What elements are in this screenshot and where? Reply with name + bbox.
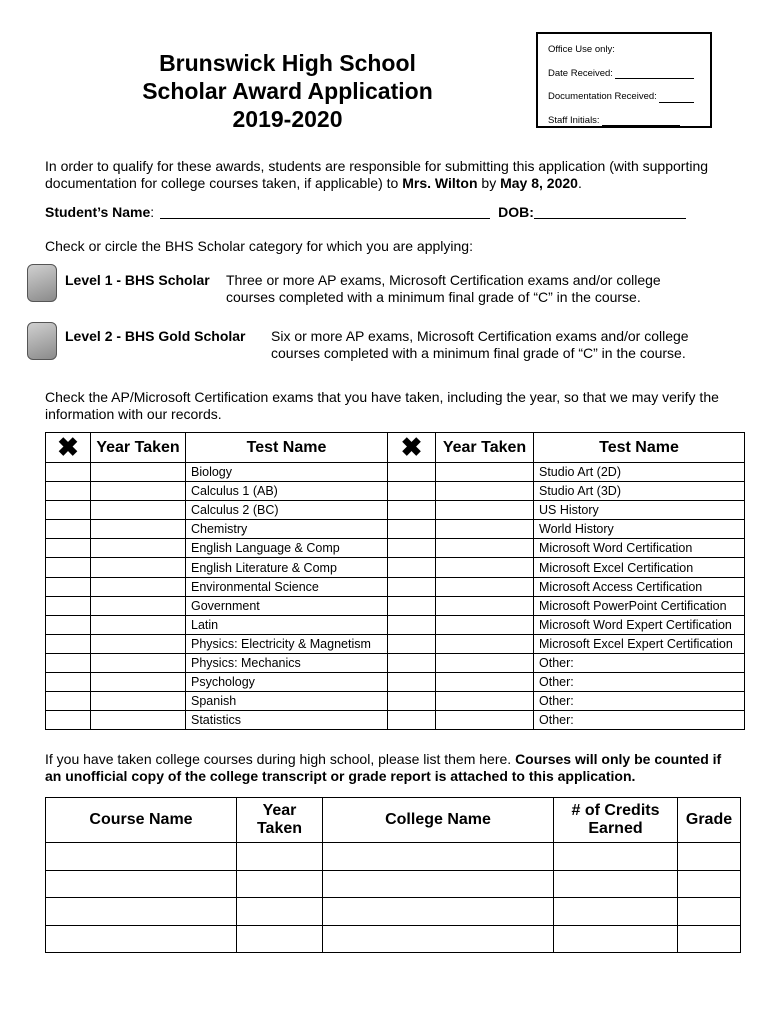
- exam-row: [46, 596, 745, 615]
- student-name-field[interactable]: [160, 204, 490, 219]
- exam-test-name: Environmental Science: [186, 577, 388, 596]
- exam-row: [46, 577, 745, 596]
- intro-paragraph: [45, 158, 735, 192]
- page-title: [110, 49, 465, 133]
- grade-header: Grade: [678, 798, 741, 843]
- exam-check-cell[interactable]: [388, 482, 436, 501]
- exam-check-cell[interactable]: [46, 520, 91, 539]
- dob-field[interactable]: [534, 204, 686, 219]
- level-2-name: Level 2 - BHS Gold Scholar: [65, 328, 246, 344]
- exam-year-cell[interactable]: [436, 673, 534, 692]
- credits-earned-header: [554, 798, 678, 843]
- college-courses-table: [45, 797, 741, 953]
- college-prompt-warning: Courses will only be counted if an unofficial copy of the college transcript or grade report is attached to this application.: [45, 751, 722, 784]
- exam-test-name: World History: [534, 520, 745, 539]
- exam-year-cell[interactable]: [91, 653, 186, 672]
- exam-year-cell[interactable]: [436, 692, 534, 711]
- grade-cell[interactable]: [678, 870, 741, 898]
- grade-cell[interactable]: [678, 925, 741, 953]
- exam-check-cell[interactable]: [46, 482, 91, 501]
- exam-check-cell[interactable]: [388, 615, 436, 634]
- year-taken-header: [237, 798, 323, 843]
- intro-text: In order to qualify for these awards, students are responsible for submitting this application (with supporting documentation for college courses taken, if applicable) to: [45, 158, 709, 191]
- exam-year-cell[interactable]: [91, 673, 186, 692]
- exam-check-cell[interactable]: [46, 711, 91, 730]
- intro-by: by: [477, 175, 501, 191]
- college-prompt-text: If you have taken college courses during high school, please list them here.: [45, 751, 516, 767]
- exam-test-name: Microsoft PowerPoint Certification: [534, 596, 745, 615]
- exam-test-name: Other:: [534, 653, 745, 672]
- exam-check-cell[interactable]: [46, 634, 91, 653]
- exam-check-cell[interactable]: [46, 558, 91, 577]
- exam-test-name: Physics: Electricity & Magnetism: [186, 634, 388, 653]
- level-2-description-line: Six or more AP exams, Microsoft Certification exams and/or college: [271, 328, 689, 344]
- exam-test-name: English Literature & Comp: [186, 558, 388, 577]
- college-name-cell[interactable]: [323, 843, 554, 871]
- exam-test-name: US History: [534, 501, 745, 520]
- exam-test-name: Physics: Mechanics: [186, 653, 388, 672]
- exam-test-name: Microsoft Word Expert Certification: [534, 615, 745, 634]
- credits-cell[interactable]: [554, 925, 678, 953]
- staff-initials-label: Staff Initials:: [548, 114, 600, 126]
- year-taken-header: Year Taken: [91, 433, 186, 463]
- application-name: Scholar Award Application: [142, 78, 433, 104]
- exam-row: [46, 634, 745, 653]
- exam-check-cell[interactable]: [46, 596, 91, 615]
- intro-end: .: [577, 175, 582, 191]
- course-name-cell[interactable]: [46, 870, 237, 898]
- exam-year-cell[interactable]: [436, 653, 534, 672]
- office-use-heading: Office Use only:: [548, 44, 615, 55]
- exam-test-name: Studio Art (2D): [534, 463, 745, 482]
- exam-year-cell[interactable]: [436, 577, 534, 596]
- grade-cell[interactable]: [678, 843, 741, 871]
- test-name-header: Test Name: [534, 433, 745, 463]
- exam-check-cell[interactable]: [46, 577, 91, 596]
- exam-row: [46, 653, 745, 672]
- course-year-cell[interactable]: [237, 843, 323, 871]
- exam-year-cell[interactable]: [91, 539, 186, 558]
- exam-row: [46, 501, 745, 520]
- student-name-colon: :: [150, 204, 155, 220]
- level-1-description-line: courses completed with a minimum final grade of “C” in the course.: [226, 289, 641, 305]
- level-1-description: [226, 272, 661, 306]
- exam-check-cell[interactable]: [388, 596, 436, 615]
- level-2-checkbox[interactable]: [27, 322, 57, 360]
- year-header-line: Taken: [256, 820, 303, 837]
- exam-test-name: Chemistry: [186, 520, 388, 539]
- exam-year-cell[interactable]: [91, 577, 186, 596]
- course-row: [46, 843, 741, 871]
- college-name-cell[interactable]: [323, 925, 554, 953]
- exam-row: [46, 673, 745, 692]
- exam-test-name: Latin: [186, 615, 388, 634]
- exam-year-cell[interactable]: [436, 463, 534, 482]
- exam-test-name: Microsoft Excel Expert Certification: [534, 634, 745, 653]
- exam-check-cell[interactable]: [46, 692, 91, 711]
- exam-test-name: Government: [186, 596, 388, 615]
- course-row: [46, 870, 741, 898]
- college-name-cell[interactable]: [323, 898, 554, 926]
- check-header: [388, 433, 436, 463]
- exam-year-cell[interactable]: [91, 463, 186, 482]
- date-received-label: Date Received:: [548, 67, 613, 79]
- course-year-cell[interactable]: [237, 870, 323, 898]
- level-1-description-line: Three or more AP exams, Microsoft Certification exams and/or college: [226, 272, 661, 288]
- exam-test-name: Studio Art (3D): [534, 482, 745, 501]
- exam-year-cell[interactable]: [436, 711, 534, 730]
- college-prompt: [45, 751, 735, 785]
- level-1-checkbox[interactable]: [27, 264, 57, 302]
- level-1-name: Level 1 - BHS Scholar: [65, 272, 210, 288]
- year-taken-header: Year Taken: [436, 433, 534, 463]
- course-row: [46, 925, 741, 953]
- school-name: Brunswick High School: [159, 50, 416, 76]
- exam-row: [46, 558, 745, 577]
- exam-check-cell[interactable]: [388, 673, 436, 692]
- exam-check-cell[interactable]: [388, 653, 436, 672]
- dob-label: DOB:: [498, 204, 534, 220]
- test-name-header: Test Name: [186, 433, 388, 463]
- credits-header-line: Earned: [588, 820, 643, 837]
- exam-test-name: Calculus 1 (AB): [186, 482, 388, 501]
- exam-year-cell[interactable]: [91, 558, 186, 577]
- exam-test-name: Psychology: [186, 673, 388, 692]
- exam-year-cell[interactable]: [91, 596, 186, 615]
- exam-check-cell[interactable]: [46, 653, 91, 672]
- exam-year-cell[interactable]: [436, 482, 534, 501]
- exam-test-name: Other:: [534, 711, 745, 730]
- exam-year-cell[interactable]: [91, 501, 186, 520]
- exam-row: [46, 615, 745, 634]
- exam-row: [46, 463, 745, 482]
- exam-year-cell[interactable]: [91, 711, 186, 730]
- office-use-box: [536, 32, 712, 128]
- college-name-header: College Name: [323, 798, 554, 843]
- exam-year-cell[interactable]: [91, 482, 186, 501]
- course-year-cell[interactable]: [237, 898, 323, 926]
- x-mark-icon: ✖: [57, 432, 79, 462]
- credits-header-line: # of Credits: [571, 802, 660, 819]
- course-name-cell[interactable]: [46, 898, 237, 926]
- exam-test-name: Other:: [534, 692, 745, 711]
- exam-test-name: Biology: [186, 463, 388, 482]
- exam-row: [46, 539, 745, 558]
- x-mark-icon: ✖: [400, 432, 423, 462]
- exam-year-cell[interactable]: [436, 634, 534, 653]
- date-received-field[interactable]: [615, 78, 694, 79]
- exam-row: [46, 692, 745, 711]
- exam-check-cell[interactable]: [388, 558, 436, 577]
- exam-check-cell[interactable]: [388, 692, 436, 711]
- exam-year-cell[interactable]: [91, 520, 186, 539]
- exam-year-cell[interactable]: [91, 634, 186, 653]
- exam-year-cell[interactable]: [436, 596, 534, 615]
- credits-cell[interactable]: [554, 843, 678, 871]
- exam-test-name: Microsoft Word Certification: [534, 539, 745, 558]
- exam-year-cell[interactable]: [436, 615, 534, 634]
- year-header-line: Year: [262, 802, 297, 819]
- exam-check-cell[interactable]: [388, 539, 436, 558]
- exam-check-cell[interactable]: [388, 501, 436, 520]
- exam-test-name: Microsoft Excel Certification: [534, 558, 745, 577]
- exam-row: [46, 520, 745, 539]
- level-2-description-line: courses completed with a minimum final grade of “C” in the course.: [271, 345, 686, 361]
- exam-check-cell[interactable]: [46, 615, 91, 634]
- grade-cell[interactable]: [678, 898, 741, 926]
- course-name-cell[interactable]: [46, 925, 237, 953]
- exam-test-name: Other:: [534, 673, 745, 692]
- course-row: [46, 898, 741, 926]
- exam-check-cell[interactable]: [388, 711, 436, 730]
- exam-test-name: Calculus 2 (BC): [186, 501, 388, 520]
- staff-initials-field[interactable]: [602, 125, 680, 126]
- documentation-received-label: Documentation Received:: [548, 91, 657, 102]
- exam-test-name: English Language & Comp: [186, 539, 388, 558]
- exam-check-cell[interactable]: [388, 634, 436, 653]
- exam-year-cell[interactable]: [436, 520, 534, 539]
- exam-row: [46, 711, 745, 730]
- student-name-label: Student’s Name: [45, 204, 151, 220]
- course-year-cell[interactable]: [237, 925, 323, 953]
- exam-test-name: Spanish: [186, 692, 388, 711]
- contact-name: Mrs. Wilton: [402, 175, 478, 191]
- college-name-cell[interactable]: [323, 870, 554, 898]
- exam-prompt: Check the AP/Microsoft Certification exams that you have taken, including the year, so that we may verify the information with our records.: [45, 389, 719, 422]
- exam-test-name: Statistics: [186, 711, 388, 730]
- exam-year-cell[interactable]: [436, 501, 534, 520]
- credits-cell[interactable]: [554, 898, 678, 926]
- exam-check-cell[interactable]: [46, 463, 91, 482]
- exam-check-cell[interactable]: [46, 673, 91, 692]
- exam-year-cell[interactable]: [91, 692, 186, 711]
- deadline-date: May 8, 2020: [500, 175, 578, 191]
- exam-check-cell[interactable]: [46, 501, 91, 520]
- exam-year-cell[interactable]: [91, 615, 186, 634]
- exam-check-cell[interactable]: [388, 463, 436, 482]
- exam-row: [46, 482, 745, 501]
- exam-year-cell[interactable]: [436, 539, 534, 558]
- credits-cell[interactable]: [554, 870, 678, 898]
- exam-check-cell[interactable]: [46, 539, 91, 558]
- exam-check-cell[interactable]: [388, 520, 436, 539]
- student-info-row: [45, 204, 735, 220]
- documentation-received-field[interactable]: [659, 102, 694, 103]
- exam-check-cell[interactable]: [388, 577, 436, 596]
- level-2-description: [271, 328, 689, 362]
- check-header: [46, 433, 91, 463]
- category-prompt: Check or circle the BHS Scholar category for which you are applying:: [45, 238, 473, 254]
- course-name-cell[interactable]: [46, 843, 237, 871]
- school-year: 2019-2020: [232, 106, 343, 132]
- exam-table: [45, 432, 745, 730]
- course-name-header: Course Name: [46, 798, 237, 843]
- exam-year-cell[interactable]: [436, 558, 534, 577]
- exam-test-name: Microsoft Access Certification: [534, 577, 745, 596]
